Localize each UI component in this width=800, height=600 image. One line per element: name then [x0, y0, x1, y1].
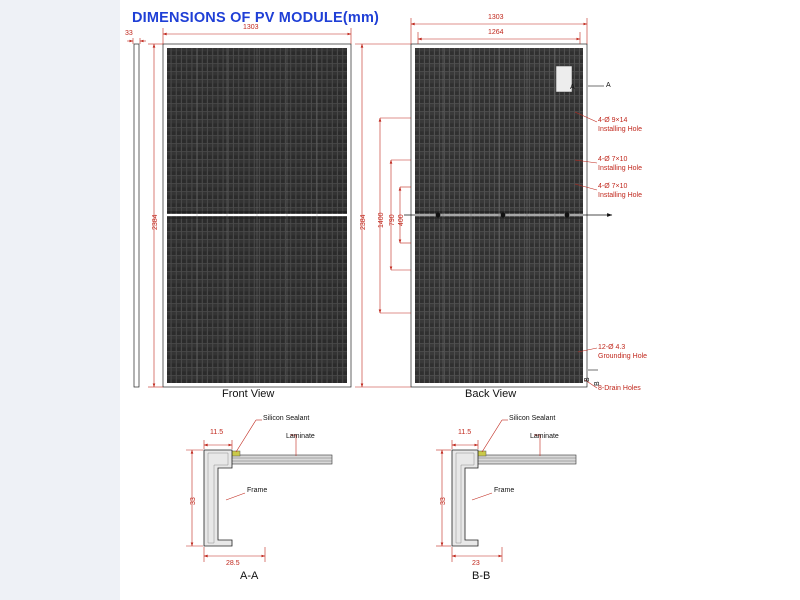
callout-4-text: Grounding Hole	[598, 353, 648, 360]
front-width-dim: 1303	[243, 24, 259, 31]
back-view-caption: Back View	[465, 388, 517, 400]
callout-2-text: Installing Hole	[598, 165, 642, 172]
section-mark-b-outer: B	[594, 381, 601, 386]
callout-1-code: 4-Ø 9×14	[598, 117, 628, 124]
back-mount-dim-1400: 1400	[378, 212, 385, 228]
section-b-label-laminate: Laminate	[530, 433, 559, 440]
section-b-height-dim: 33	[440, 497, 447, 505]
section-b-caption: B-B	[472, 570, 491, 582]
section-a-height-dim: 33	[190, 497, 197, 505]
section-a-caption: A-A	[240, 570, 259, 582]
back-mount-dim-790: 790	[389, 214, 396, 226]
section-a-label-laminate: Laminate	[286, 433, 315, 440]
back-mount-dim-400: 400	[398, 214, 405, 226]
section-a-label-frame: Frame	[247, 487, 268, 494]
callout-5-code: 8-Drain Holes	[598, 385, 641, 392]
section-b-top-dim: 11.5	[458, 429, 472, 436]
back-outer-width-dim: 1303	[488, 14, 504, 21]
section-b-base-dim: 23	[472, 560, 480, 567]
callout-2-code: 4-Ø 7×10	[598, 156, 628, 163]
callout-3-code: 4-Ø 7×10	[598, 183, 628, 190]
front-height-dim: 2384	[152, 214, 159, 230]
section-mark-b-inner: B	[584, 377, 591, 382]
section-mark-a-inner: A	[570, 84, 575, 91]
section-mark-a-top: A	[606, 82, 611, 89]
callout-4-code: 12-Ø 4.3	[598, 344, 626, 351]
front-view-caption: Front View	[222, 388, 275, 400]
page-title: DIMENSIONS OF PV MODULE(mm)	[132, 10, 380, 26]
section-b-label-sealant: Silicon Sealant	[509, 415, 556, 422]
section-a-top-dim: 11.5	[210, 429, 224, 436]
front-thickness-dim: 33	[125, 30, 133, 37]
callout-3-text: Installing Hole	[598, 192, 642, 199]
back-inner-width-dim: 1264	[488, 29, 504, 36]
section-a-label-sealant: Silicon Sealant	[263, 415, 310, 422]
section-a-base-dim: 28.5	[226, 560, 240, 567]
callout-1-text: Installing Hole	[598, 126, 642, 133]
section-b-label-frame: Frame	[494, 487, 515, 494]
back-height-dim: 2384	[360, 214, 367, 230]
